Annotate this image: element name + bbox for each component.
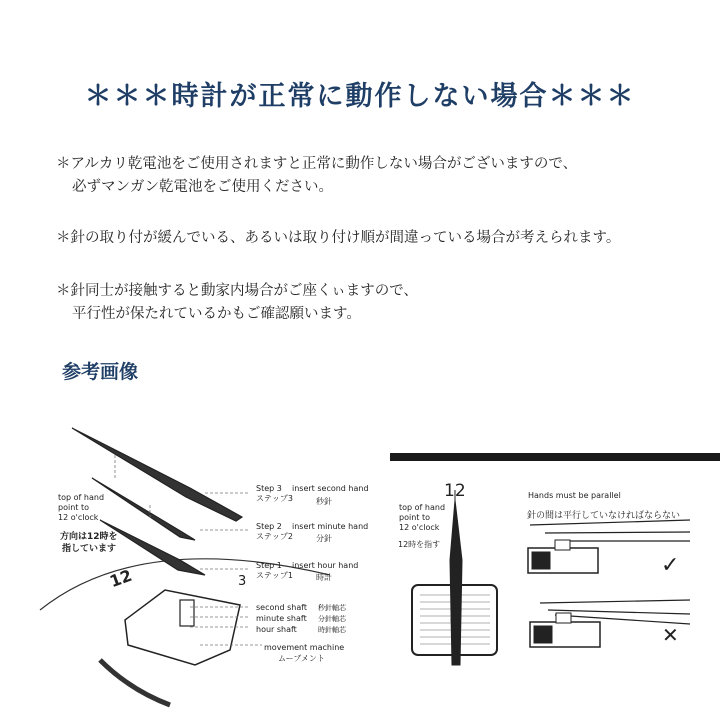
center-top-hand-jp: 12時を指す xyxy=(398,540,441,549)
step2-action-en: insert minute hand xyxy=(292,522,369,531)
note-battery-line2: 必ずマンガン乾電池をご使用ください。 xyxy=(72,179,333,195)
step3-en: Step 3 xyxy=(256,484,282,493)
note-hand-order-line1: ＊針の取り付が緩んでいる、あるいは取り付け順が間違っている場合が考えられます。 xyxy=(56,230,621,246)
minute-shaft-jp: 分針軸芯 xyxy=(318,615,346,623)
ok-check-icon: ✓ xyxy=(661,553,680,578)
step1-en: Step 1 xyxy=(256,561,282,570)
parallel-heading-jp: 針の間は平行していなければならない xyxy=(527,511,681,521)
step3-action-en: insert second hand xyxy=(292,484,369,493)
top-of-hand-label-2: point to xyxy=(58,503,89,512)
hour-shaft-jp: 時針軸芯 xyxy=(318,626,346,634)
direction-label-1: 方向は12時を xyxy=(60,532,118,542)
parallel-heading-en: Hands must be parallel xyxy=(528,491,621,500)
page-title: ＊＊＊時計が正常に動作しない場合＊＊＊ xyxy=(84,81,636,112)
upright-hand xyxy=(450,500,462,665)
hour-shaft-en: hour shaft xyxy=(256,625,297,634)
dial-numeral-3: 3 xyxy=(238,574,247,589)
center-top-hand-2: point to xyxy=(399,513,430,522)
clock-base-curve xyxy=(100,660,170,705)
center-top-hand-1: top of hand xyxy=(399,503,446,512)
ng-cross-icon: ✕ xyxy=(662,623,679,647)
center-top-hand-3: 12 o'clock xyxy=(399,523,440,532)
step3-action-jp: 秒針 xyxy=(316,497,332,506)
second-shaft-en: second shaft xyxy=(256,603,308,612)
step1-action-jp: 時計 xyxy=(316,573,332,582)
reference-heading: 参考画像 xyxy=(62,361,139,383)
note-hand-contact-line2: 平行性が保たれているかもご確認願います。 xyxy=(72,306,361,322)
assembly-diagram xyxy=(40,428,330,705)
step2-action-jp: 分針 xyxy=(316,534,332,543)
note-hand-contact-line1: ＊針同士が接触すると動家内場合がご座くぃますので、 xyxy=(56,283,418,299)
step2-jp: ステップ2 xyxy=(256,532,293,541)
second-shaft-jp: 秒針軸芯 xyxy=(318,604,346,612)
movement-en: movement machine xyxy=(264,643,345,652)
divider-bar xyxy=(390,453,720,461)
minute-shaft-en: minute shaft xyxy=(256,614,307,623)
direction-label-2: 指しています xyxy=(62,544,117,554)
top-of-hand-label-3: 12 o'clock xyxy=(58,513,99,522)
second-hand xyxy=(72,428,242,521)
dial-numeral-12: 12 xyxy=(107,565,135,592)
note-battery-line1: ＊アルカリ乾電池をご使用されますと正常に動作しない場合がございますので、 xyxy=(56,156,578,172)
step1-action-en: insert hour hand xyxy=(292,561,359,570)
step1-jp: ステップ1 xyxy=(256,571,293,580)
movement-jp: ムーブメント xyxy=(278,654,325,663)
center-numeral-12: 12 xyxy=(444,481,466,501)
step2-en: Step 2 xyxy=(256,522,282,531)
shaft-stack xyxy=(180,600,194,626)
top-of-hand-label-1: top of hand xyxy=(58,493,105,502)
step3-jp: ステップ3 xyxy=(256,494,293,503)
